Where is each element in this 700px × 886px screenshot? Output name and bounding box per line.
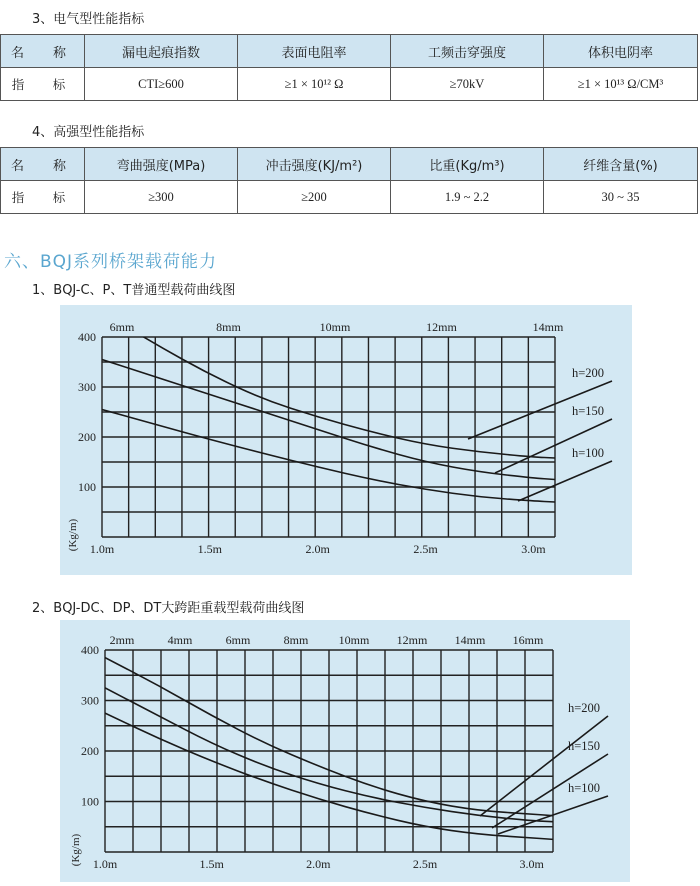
series-label: h=100 [572,446,605,460]
thickness-label: 10mm [338,633,370,647]
thickness-label: 4mm [167,633,193,647]
chart2-svg [60,620,630,882]
table-cell: ≥70kV [391,68,544,101]
x-tick-label: 1.5m [197,542,223,556]
x-tick-label: 3.0m [521,542,546,556]
electrical-spec-table [0,34,698,101]
chart1-panel [60,305,632,575]
table-header-cell: 漏电起痕指数 [85,35,238,68]
series-label: h=200 [572,366,605,380]
series-label: h=150 [572,404,605,418]
table-cell: 1.9 ~ 2.2 [391,181,544,214]
x-tick-label: 1.0m [92,857,118,871]
section3-heading: 3、电气型性能指标 [32,12,145,27]
chart1-heading: 1、BQJ-C、P、T普通型载荷曲线图 [32,283,236,298]
table-header-cell: 纤维含量(%) [544,148,698,181]
table-header-cell: 名 称 [1,35,85,68]
x-tick-label: 2.0m [305,542,330,556]
y-tick-label: 400 [78,330,96,344]
table-cell: ≥1 × 10¹³ Ω/CM³ [544,68,698,101]
table-cell: ≥300 [85,181,238,214]
table-cell: 30 ~ 35 [544,181,698,214]
chart-grid [102,337,555,537]
y-tick-label: 100 [81,794,99,809]
y-tick-label: 300 [81,693,99,708]
y-tick-label: 200 [81,744,99,758]
chart2-heading: 2、BQJ-DC、DP、DT大跨距重载型载荷曲线图 [32,601,305,616]
table-header-cell: 体积电阴率 [544,35,698,68]
thickness-label: 2mm [109,633,135,647]
y-tick-label: 200 [78,430,96,444]
table-header-cell: 冲击强度(KJ/m²) [238,148,391,181]
y-tick-label: 400 [81,643,99,657]
table-header-cell: 工频击穿强度 [391,35,544,68]
x-tick-label: 2.5m [412,857,438,871]
thickness-label: 10mm [319,320,351,334]
thickness-label: 6mm [225,633,251,647]
table-cell: ≥1 × 10¹² Ω [238,68,391,101]
y-tick-label: 300 [78,380,96,394]
y-tick-label: 100 [78,480,96,494]
thickness-label: 8mm [216,320,241,334]
section6-heading: 六、BQJ系列桥架载荷能力 [4,252,218,272]
table-header-cell: 比重(Kg/m³) [391,148,544,181]
series-line [102,410,555,503]
section4-heading: 4、高强型性能指标 [32,125,145,140]
strength-spec-table [0,147,698,214]
thickness-label: 16mm [512,633,544,647]
chart-grid [105,650,553,852]
y-axis-label: (Kg/m) [70,833,82,867]
x-tick-label: 2.0m [306,857,331,871]
thickness-label: 12mm [426,320,457,334]
thickness-label: 8mm [283,633,309,647]
x-tick-label: 1.5m [199,857,224,871]
series-label: h=150 [568,739,601,753]
table-cell: ≥200 [238,181,391,214]
table-header-cell: 名 称 [1,148,85,181]
thickness-label: 6mm [109,320,135,334]
x-tick-label: 2.5m [413,542,438,556]
x-tick-label: 1.0m [89,542,115,556]
y-axis-label: (Kg/m) [67,518,79,552]
table-row-label: 指 标 [1,181,85,214]
table-header-cell: 表面电阻率 [238,35,391,68]
thickness-label: 14mm [532,320,564,334]
table-cell: CTI≥600 [85,68,238,101]
chart1-svg [60,305,632,575]
series-label: h=200 [568,701,601,715]
series-label: h=100 [568,781,601,795]
x-tick-label: 3.0m [519,857,544,871]
table-row-label: 指 标 [1,68,85,101]
thickness-label: 14mm [454,633,486,647]
table-header-cell: 弯曲强度(MPa) [85,148,238,181]
thickness-label: 12mm [396,633,428,647]
series-label-leader [518,461,612,501]
chart2-panel [60,620,630,882]
